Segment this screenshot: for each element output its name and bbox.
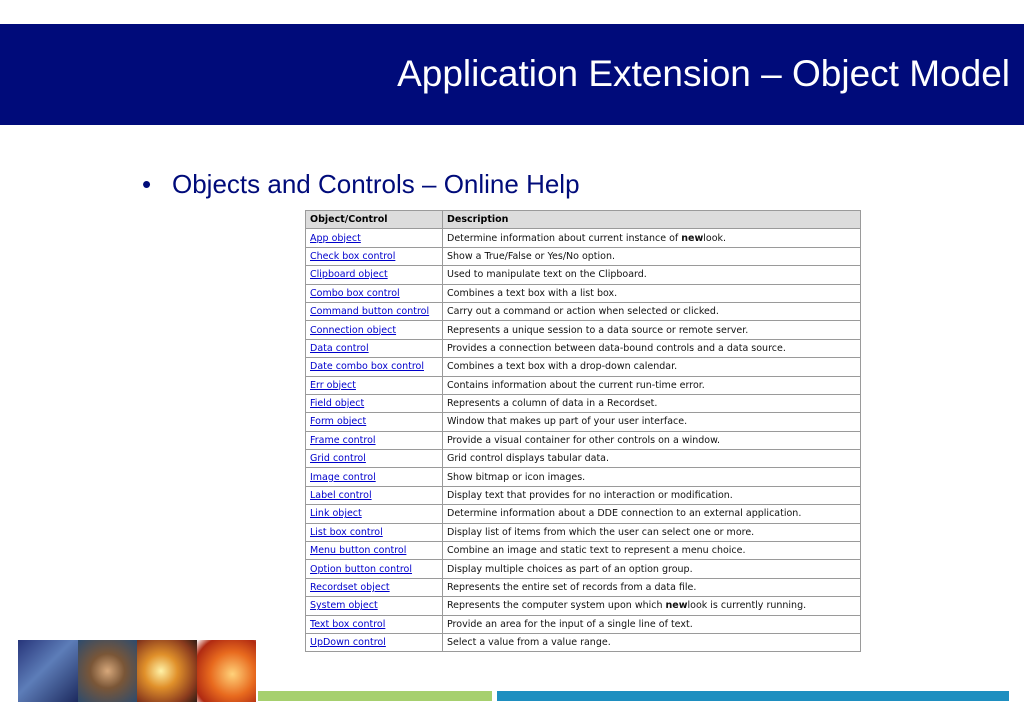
description-text: Grid control displays tabular data.: [447, 453, 610, 465]
table-body: [306, 229, 861, 652]
object-link[interactable]: Grid control: [306, 450, 443, 468]
description-cell: [443, 486, 861, 504]
description-cell: [443, 523, 861, 541]
object-link[interactable]: Combo box control: [306, 284, 443, 302]
object-link[interactable]: Recordset object: [306, 578, 443, 596]
description-text: Combine an image and static text to represent a menu choice.: [447, 545, 746, 557]
table-header-row: [306, 211, 861, 229]
column-header-object: Object/Control: [306, 211, 443, 229]
description-cell: [443, 633, 861, 651]
footer-teal-strip: [497, 691, 1009, 701]
description-cell: [443, 339, 861, 357]
column-header-description: Description: [443, 211, 861, 229]
description-text: Represents a column of data in a Recordset.: [447, 398, 658, 410]
object-link[interactable]: Form object: [306, 413, 443, 431]
description-text-tail: look.: [703, 232, 727, 244]
object-link[interactable]: App object: [306, 229, 443, 247]
object-link[interactable]: Menu button control: [306, 542, 443, 560]
description-text: Combines a text box with a drop-down calendar.: [447, 361, 678, 373]
description-text: Show a True/False or Yes/No option.: [447, 250, 616, 262]
description-text: Select a value from a value range.: [447, 637, 611, 649]
footer-green-strip: [258, 691, 492, 701]
table-row: [306, 394, 861, 412]
description-text: Provide a visual container for other controls on a window.: [447, 434, 721, 446]
table-row: [306, 505, 861, 523]
description-cell: [443, 284, 861, 302]
description-text: Display list of items from which the user can select one or more.: [447, 526, 755, 538]
table-row: [306, 358, 861, 376]
object-link[interactable]: Connection object: [306, 321, 443, 339]
table-row: [306, 284, 861, 302]
description-cell: [443, 394, 861, 412]
object-link[interactable]: UpDown control: [306, 633, 443, 651]
bullet-item: [142, 168, 580, 200]
table-row: [306, 578, 861, 596]
description-text: Display text that provides for no interaction or modification.: [447, 490, 733, 502]
table-row: [306, 468, 861, 486]
description-cell: [443, 358, 861, 376]
description-cell: [443, 560, 861, 578]
bullet-text: Objects and Controls – Online Help: [172, 169, 580, 199]
table-row: [306, 339, 861, 357]
table-row: [306, 431, 861, 449]
description-text: Combines a text box with a list box.: [447, 287, 618, 299]
table-row: [306, 542, 861, 560]
table-row: [306, 266, 861, 284]
description-cell: [443, 505, 861, 523]
object-link[interactable]: Frame control: [306, 431, 443, 449]
description-cell: [443, 431, 861, 449]
object-link[interactable]: Check box control: [306, 247, 443, 265]
fruit-photo: [197, 640, 257, 702]
object-link[interactable]: Label control: [306, 486, 443, 504]
description-cell: [443, 266, 861, 284]
object-link[interactable]: Link object: [306, 505, 443, 523]
description-text: Represents a unique session to a data source or remote server.: [447, 324, 749, 336]
table-row: [306, 321, 861, 339]
table-row: [306, 523, 861, 541]
description-cell: [443, 597, 861, 615]
description-text: Provides a connection between data-bound controls and a data source.: [447, 342, 786, 354]
table-row: [306, 229, 861, 247]
object-link[interactable]: List box control: [306, 523, 443, 541]
objects-table: [305, 210, 861, 652]
description-text: Represents the computer system upon which: [447, 600, 666, 612]
eye-photo: [78, 640, 138, 702]
table-row: [306, 486, 861, 504]
description-text: Window that makes up part of your user interface.: [447, 416, 688, 428]
object-link[interactable]: Data control: [306, 339, 443, 357]
description-cell: [443, 468, 861, 486]
table-row: [306, 560, 861, 578]
table-row: [306, 376, 861, 394]
description-text: Provide an area for the input of a single line of text.: [447, 618, 693, 630]
sparkle-photo: [137, 640, 197, 702]
object-link[interactable]: Text box control: [306, 615, 443, 633]
object-link[interactable]: Date combo box control: [306, 358, 443, 376]
object-link[interactable]: Field object: [306, 394, 443, 412]
description-text-tail: look is currently running.: [687, 600, 807, 612]
footer-thumbnails: [18, 640, 256, 702]
slide-title: Application Extension – Object Model: [397, 53, 1010, 94]
table-row: [306, 247, 861, 265]
brand-bold-text: new: [665, 600, 688, 612]
description-cell: [443, 247, 861, 265]
description-cell: [443, 229, 861, 247]
table-row: [306, 413, 861, 431]
description-text: Represents the entire set of records from a data file.: [447, 582, 697, 593]
description-cell: [443, 321, 861, 339]
object-link[interactable]: Clipboard object: [306, 266, 443, 284]
starfish-photo: [18, 640, 78, 702]
description-text: Carry out a command or action when selected or clicked.: [447, 306, 719, 318]
table-row: [306, 450, 861, 468]
description-text: Contains information about the current run-time error.: [447, 379, 705, 391]
table-row: [306, 597, 861, 615]
description-cell: [443, 450, 861, 468]
brand-bold-text: new: [681, 232, 704, 244]
description-cell: [443, 413, 861, 431]
object-link[interactable]: Command button control: [306, 302, 443, 320]
description-cell: [443, 578, 861, 596]
table-row: [306, 615, 861, 633]
description-cell: [443, 615, 861, 633]
object-link[interactable]: Err object: [306, 376, 443, 394]
description-text: Determine information about a DDE connection to an external application.: [447, 508, 802, 520]
description-text: Display multiple choices as part of an option group.: [447, 563, 693, 575]
description-cell: [443, 376, 861, 394]
description-text: Determine information about current instance of: [447, 232, 682, 244]
description-text: Show bitmap or icon images.: [447, 471, 586, 483]
object-link[interactable]: System object: [306, 597, 443, 615]
description-cell: [443, 302, 861, 320]
description-cell: [443, 542, 861, 560]
table-row: [306, 633, 861, 651]
object-link[interactable]: Image control: [306, 468, 443, 486]
bullet-dot-icon: •: [142, 169, 152, 199]
object-link[interactable]: Option button control: [306, 560, 443, 578]
description-text: Used to manipulate text on the Clipboard.: [447, 269, 647, 281]
table-row: [306, 302, 861, 320]
